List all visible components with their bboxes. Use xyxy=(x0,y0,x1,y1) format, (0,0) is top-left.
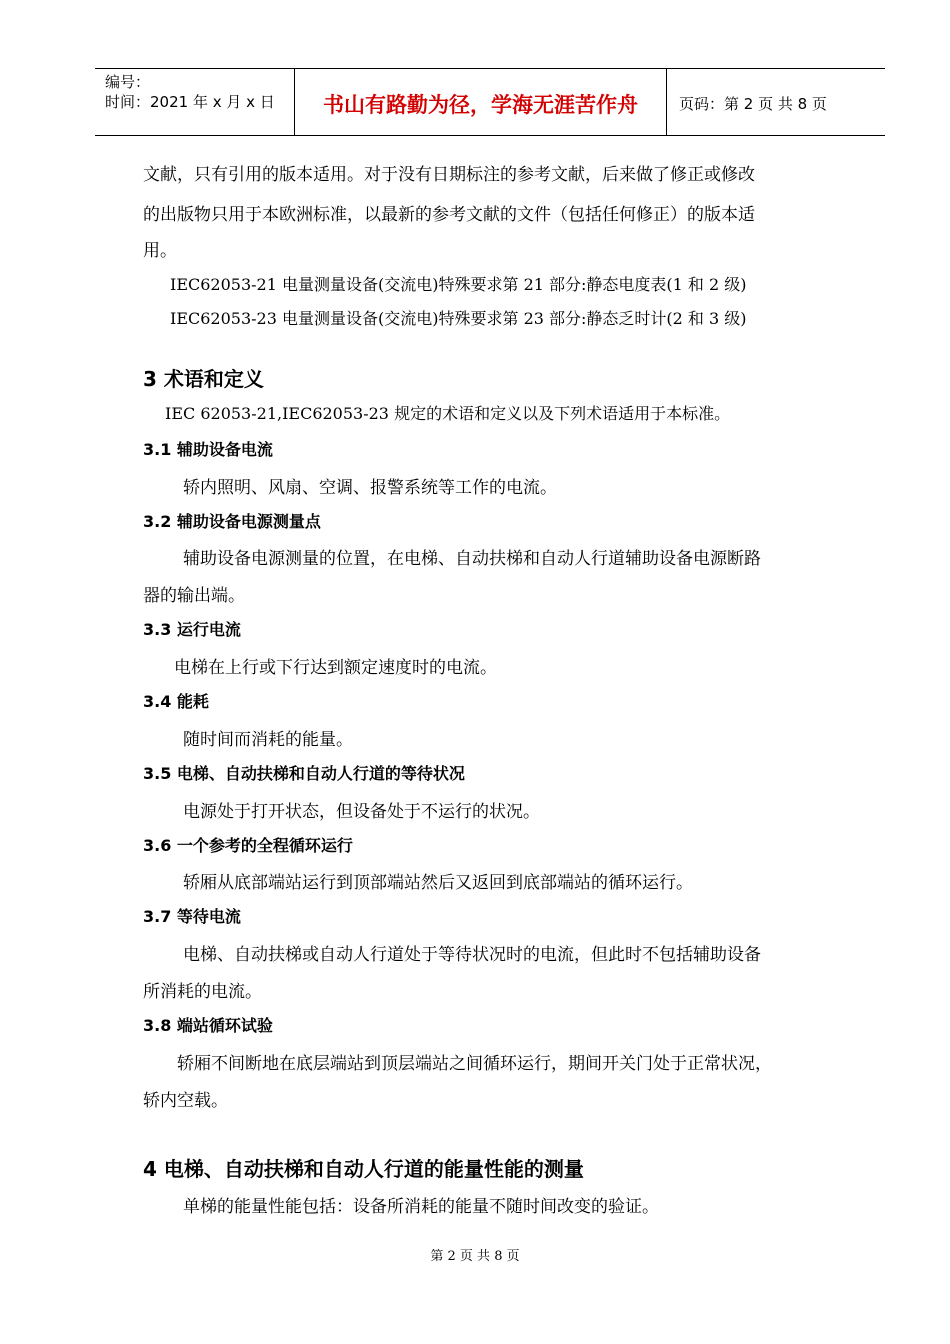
term-definition: 电梯在上行或下行达到额定速度时的电流。 xyxy=(174,658,497,678)
term-definition: 轿内空载。 xyxy=(143,1091,228,1111)
term-definition: 轿内照明、风扇、空调、报警系统等工作的电流。 xyxy=(183,478,557,498)
header-motto: 书山有路勤为径，学海无涯苦作舟 xyxy=(323,93,638,117)
header-meta-cell xyxy=(95,69,295,135)
section-3-intro: IEC 62053-21,IEC62053-23 规定的术语和定义以及下列术语适用于本标准。 xyxy=(165,404,731,423)
term-definition: 电源处于打开状态，但设备处于不运行的状况。 xyxy=(183,802,540,822)
term-definition: 轿厢不间断地在底层端站到顶层端站之间循环运行，期间开关门处于正常状况， xyxy=(177,1054,772,1074)
reference-item: IEC62053-21 电量测量设备(交流电)特殊要求第 21 部分:静态电度表(1 和 2 级) xyxy=(170,275,747,294)
document-number-label: 编号： xyxy=(105,73,151,91)
document-time-label: 时间：2021 年 x 月 x 日 xyxy=(105,93,275,111)
header-page-cell xyxy=(667,69,885,135)
section-4-intro: 单梯的能量性能包括：设备所消耗的能量不随时间改变的验证。 xyxy=(183,1197,659,1217)
intro-line: 用。 xyxy=(143,241,177,261)
term-heading: 3.3 运行电流 xyxy=(143,620,241,639)
intro-line: 文献，只有引用的版本适用。对于没有日期标注的参考文献，后来做了修正或修改 xyxy=(143,165,755,185)
term-heading: 3.2 辅助设备电源测量点 xyxy=(143,512,321,531)
section-3-title: 3 术语和定义 xyxy=(143,367,264,391)
term-heading: 3.7 等待电流 xyxy=(143,907,241,926)
term-heading: 3.1 辅助设备电流 xyxy=(143,440,273,459)
term-heading: 3.4 能耗 xyxy=(143,692,209,711)
header-motto-cell xyxy=(295,69,667,135)
term-definition: 所消耗的电流。 xyxy=(143,982,262,1002)
intro-line: 的出版物只用于本欧洲标准，以最新的参考文献的文件（包括任何修正）的版本适 xyxy=(143,205,755,225)
reference-item: IEC62053-23 电量测量设备(交流电)特殊要求第 23 部分:静态乏时计(2 和 3 级) xyxy=(170,309,747,328)
term-definition: 轿厢从底部端站运行到顶部端站然后又返回到底部端站的循环运行。 xyxy=(183,873,693,893)
page-header xyxy=(95,68,885,136)
term-definition: 辅助设备电源测量的位置，在电梯、自动扶梯和自动人行道辅助设备电源断路 xyxy=(183,549,761,569)
term-definition: 随时间而消耗的能量。 xyxy=(183,730,353,750)
page-footer: 第 2 页 共 8 页 xyxy=(430,1249,520,1264)
term-heading: 3.5 电梯、自动扶梯和自动人行道的等待状况 xyxy=(143,764,465,783)
term-definition: 电梯、自动扶梯或自动人行道处于等待状况时的电流，但此时不包括辅助设备 xyxy=(183,945,761,965)
term-heading: 3.6 一个参考的全程循环运行 xyxy=(143,836,353,855)
section-4-title: 4 电梯、自动扶梯和自动人行道的能量性能的测量 xyxy=(143,1157,584,1181)
header-page-label: 页码：第 2 页 共 8 页 xyxy=(679,95,827,113)
term-heading: 3.8 端站循环试验 xyxy=(143,1016,273,1035)
term-definition: 器的输出端。 xyxy=(143,586,245,606)
